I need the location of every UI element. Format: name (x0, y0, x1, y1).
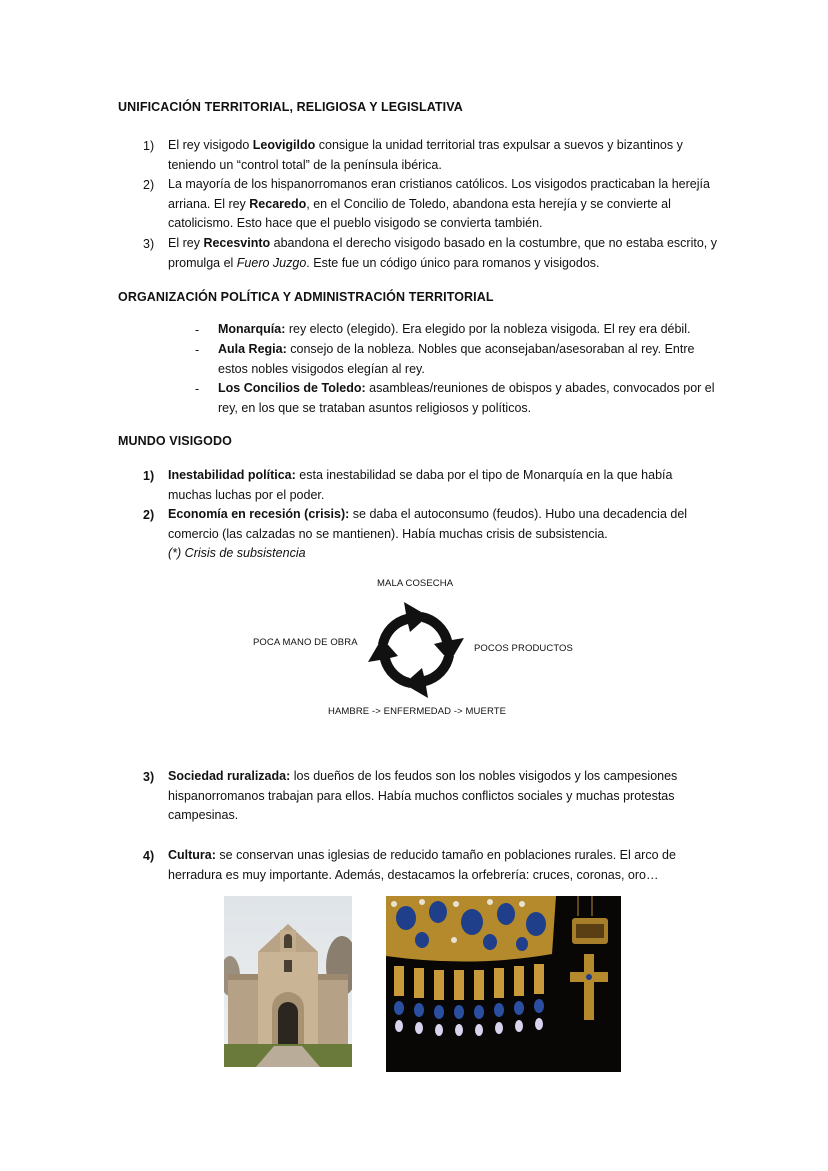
section-title-unificacion: UNIFICACIÓN TERRITORIAL, RELIGIOSA Y LEGISLATIVA (118, 100, 463, 114)
list-item: Sociedad ruralizada: los dueños de los feudos son los nobles visigodos y los campesiones hispanorromanos trabajan para ellos. Había muchos conflictos sociales y muchas protestas campesinas. (168, 769, 678, 823)
list-item: La mayoría de los hispanorromanos eran cristianos católicos. Los visigodos practicaban la herejía arriana. El rey Recaredo, en el Concilio de Toledo, abandona esta herejía y se convierte al catolicismo. Esto hace que el pueblo visigodo se convierta también. (168, 177, 710, 231)
list-item: El rey visigodo Leovigildo consigue la unidad territorial tras expulsar a suevos y bizantinos y teniendo un “control total” de la península ibérica. (168, 138, 683, 172)
cycle-label-left: POCA MANO DE OBRA (253, 637, 358, 648)
dash-bullet: - (195, 343, 200, 357)
item-number: 3) (143, 237, 155, 251)
cycle-arrows-icon (358, 592, 474, 708)
item-number: 1) (143, 139, 155, 153)
item-number: 3) (143, 770, 155, 784)
dash-bullet: - (195, 382, 200, 396)
list-item: Los Concilios de Toledo: asambleas/reuniones de obispos y abades, convocados por el rey, en los que se trataban asuntos religiosos y políticos. (218, 381, 715, 415)
item-number: 1) (143, 469, 155, 483)
cycle-label-bottom: HAMBRE -> ENFERMEDAD -> MUERTE (328, 706, 507, 717)
list-item: Cultura: se conservan unas iglesias de reducido tamaño en poblaciones rurales. El arco de herradura es muy importante. Además, destacamos la orfebrería: cruces, coronas, oro… (168, 848, 676, 882)
list-item: Economía en recesión (crisis): se daba el autoconsumo (feudos). Hubo una decadencia del comercio (las calzadas no se mantienen). Había muchas crisis de subsistencia. (*) Crisis de subsistencia (168, 507, 688, 561)
item-number: 4) (143, 849, 155, 863)
crown-photo (386, 896, 621, 1072)
section-title-mundo-visigodo: MUNDO VISIGODO (118, 434, 232, 448)
list-item: El rey Recesvinto abandona el derecho visigodo basado en la costumbre, que no estaba escrito, y promulga el Fuero Juzgo. Este fue un código único para romanos y visigodos. (168, 236, 717, 270)
item-number: 2) (143, 508, 155, 522)
dash-bullet: - (195, 323, 200, 337)
cycle-label-right: POCOS PRODUCTOS (474, 643, 573, 654)
section-title-organizacion: ORGANIZACIÓN POLÍTICA Y ADMINISTRACIÓN TERRITORIAL (118, 290, 494, 304)
church-photo (224, 896, 352, 1067)
list-item: Aula Regia: consejo de la nobleza. Nobles que aconsejaban/asesoraban al rey. Entre estos nobles visigodos elegían al rey. (218, 342, 695, 376)
list-item: Inestabilidad política: esta inestabilidad se daba por el tipo de Monarquía en la que había muchas luchas por el poder. (168, 468, 673, 502)
cycle-label-top: MALA COSECHA (377, 578, 454, 589)
crisis-note: (*) Crisis de subsistencia (168, 546, 306, 561)
item-number: 2) (143, 178, 155, 192)
list-item: Monarquía: rey electo (elegido). Era elegido por la nobleza visigoda. El rey era débil. (218, 322, 691, 336)
